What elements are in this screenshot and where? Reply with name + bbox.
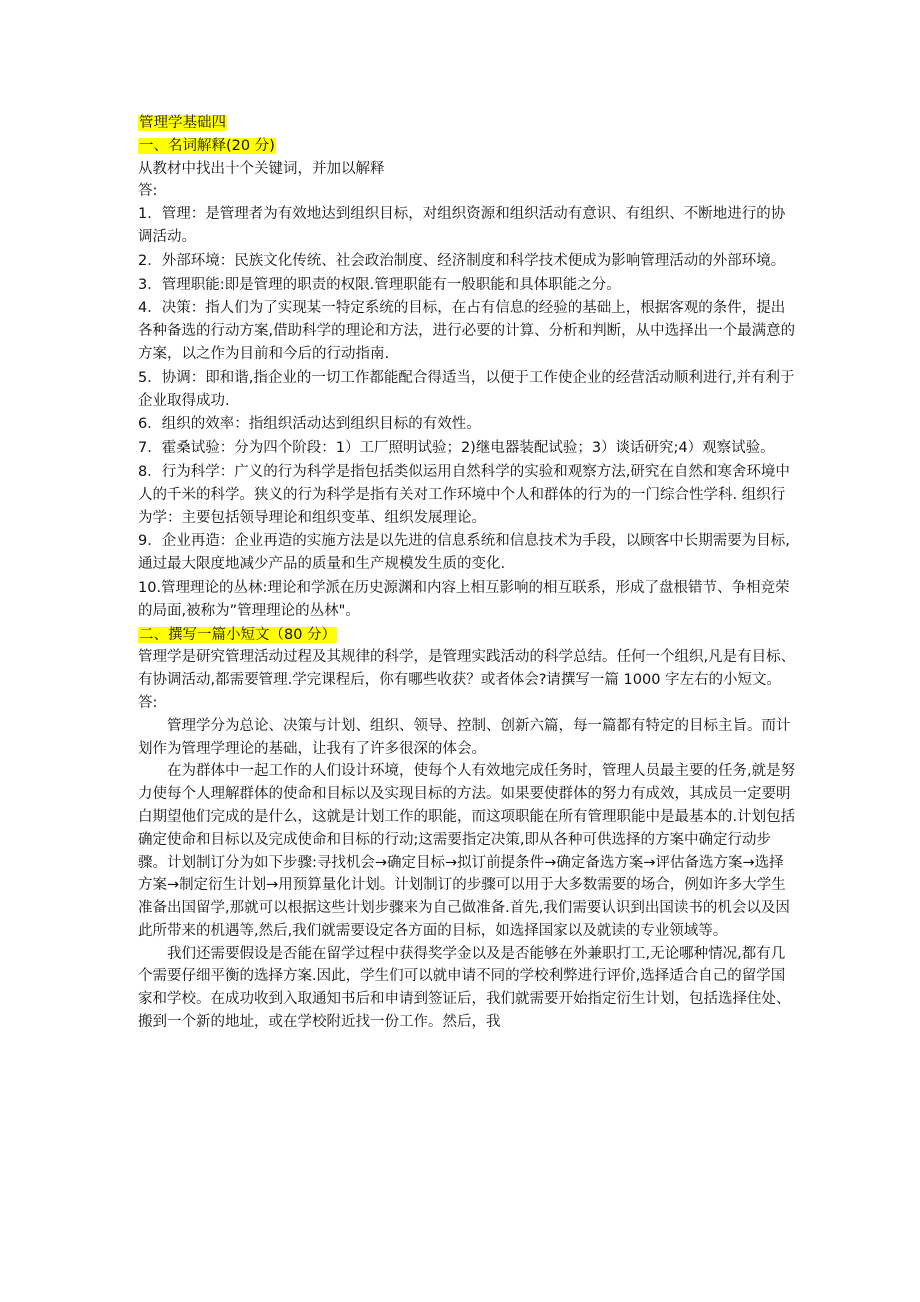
term-item-10: 10.管理理论的丛林:理论和学派在历史源渊和内容上相互影响的相互联系，形成了盘根错节、争相竞荣的局面,被称为”管理理论的丛林"。: [138, 579, 790, 619]
section1-heading-line: [138, 135, 798, 158]
term-item-2: 2．外部环境：民族文化传统、社会政治制度、经济制度和科学技术便成为影响管理活动的外部环境。: [138, 252, 786, 269]
doc-title: 管理学基础四: [139, 115, 226, 131]
section2-answer-label: 答:: [138, 694, 158, 711]
term-item-4: 4．决策：指人们为了实现某一特定系统的目标，在占有信息的经验的基础上，根据客观的条件，提出各种备选的行动方案,借助科学的理论和方法，进行必要的计算、分析和判断，从中选择出一个最满意的方案，以之作为目前和今后的行动指南.: [138, 300, 796, 362]
term-item-8: 8．行为科学：广义的行为科学是指包括类似运用自然科学的实验和观察方法,研究在自然和寒舍环境中人的千米的科学。狭义的行为科学是指有关对工作环境中个人和群体的行为的一门综合性学科. 组织行为学：主要包括领导理论和组织变革、组织发展理论。: [138, 463, 790, 526]
essay-paragraph-1: 管理学分为总论、决策与计划、组织、领导、控制、创新六篇，每一篇都有特定的目标主旨。而计划作为管理学理论的基础，让我有了许多很深的体会。: [138, 717, 791, 757]
section2-heading: 二、撰写一篇小短文（80 分）: [139, 626, 337, 643]
section1-prompt: 从教材中找出十个关键词，并加以解释: [138, 160, 385, 177]
doc-title-line: [138, 112, 798, 135]
essay-paragraph-2: 在为群体中一起工作的人们设计环境，使每个人有效地完成任务时，管理人员最主要的任务,就是努力使每个人理解群体的使命和目标以及实现目标的方法。如果要使群体的努力有成效，其成员一定要明白期望他们完成的是什么，这就是计划工作的职能，而这项职能在所有管理职能中是最基本的.计划包括确定使命和目标以及完成使命和目标的行动;这需要指定决策,即从各种可供选择的方案中确定行动步骤。计划制订分为如下步骤:寻找机会→确定目标→拟订前提条件→确定备选方案→评估备选方案→选择方案→制定衍生计划→用预算量化计划。计划制订的步骤可以用于大多数需要的场合，例如许多大学生准备出国留学,那就可以根据这些计划步骤来为自己做准备.首先,我们需要认识到出国读书的机会以及因此所带来的机遇等,然后,我们就需要设定各方面的目标，如选择国家以及就读的专业领域等。: [138, 763, 796, 939]
term-item-5: 5．协调：即和谐,指企业的一切工作都能配合得适当，以便于工作使企业的经营活动顺利进行,并有利于企业取得成功.: [138, 369, 795, 409]
section1-heading: 一、名词解释(20 分): [139, 137, 275, 154]
term-item-6: 6．组织的效率：指组织活动达到组织目标的有效性。: [138, 416, 481, 433]
section2-heading-line: [138, 624, 798, 647]
document-page: [138, 112, 798, 1034]
term-item-7: 7．霍桑试验：分为四个阶段：1）工厂照明试验；2)继电器装配试验；3）谈话研究;4）观察试验。: [138, 440, 775, 457]
term-item-1: 1．管理：是管理者为有效地达到组织目标，对组织资源和组织活动有意识、有组织、不断地进行的协调活动。: [138, 206, 786, 245]
term-item-9: 9．企业再造：企业再造的实施方法是以先进的信息系统和信息技术为手段，以顾客中长期需要为目标,通过最大限度地减少产品的质量和生产规模发生质的变化.: [138, 533, 790, 573]
term-item-3: 3．管理职能:即是管理的职责的权限.管理职能有一般职能和具体职能之分。: [138, 276, 621, 293]
section2-prompt: 管理学是研究管理活动过程及其规律的科学，是管理实践活动的科学总结。任何一个组织,凡是有目标、有协调活动,都需要管理.学完课程后，你有哪些收获？或者体会?请撰写一篇 1000 字左右的小短文。: [138, 649, 796, 689]
section1-answer-label: 答:: [138, 183, 158, 200]
essay-paragraph-3: 我们还需要假设是否能在留学过程中获得奖学金以及是否能够在外兼职打工,无论哪种情况,都有几个需要仔细平衡的选择方案.因此，学生们可以就申请不同的学校利弊进行评价,选择适合自己的留学国家和学校。在成功收到入取通知书后和申请到签证后，我们就需要开始指定衍生计划，包括选择住处、搬到一个新的地址，或在学校附近找一份工作。然后，我: [138, 945, 791, 1031]
